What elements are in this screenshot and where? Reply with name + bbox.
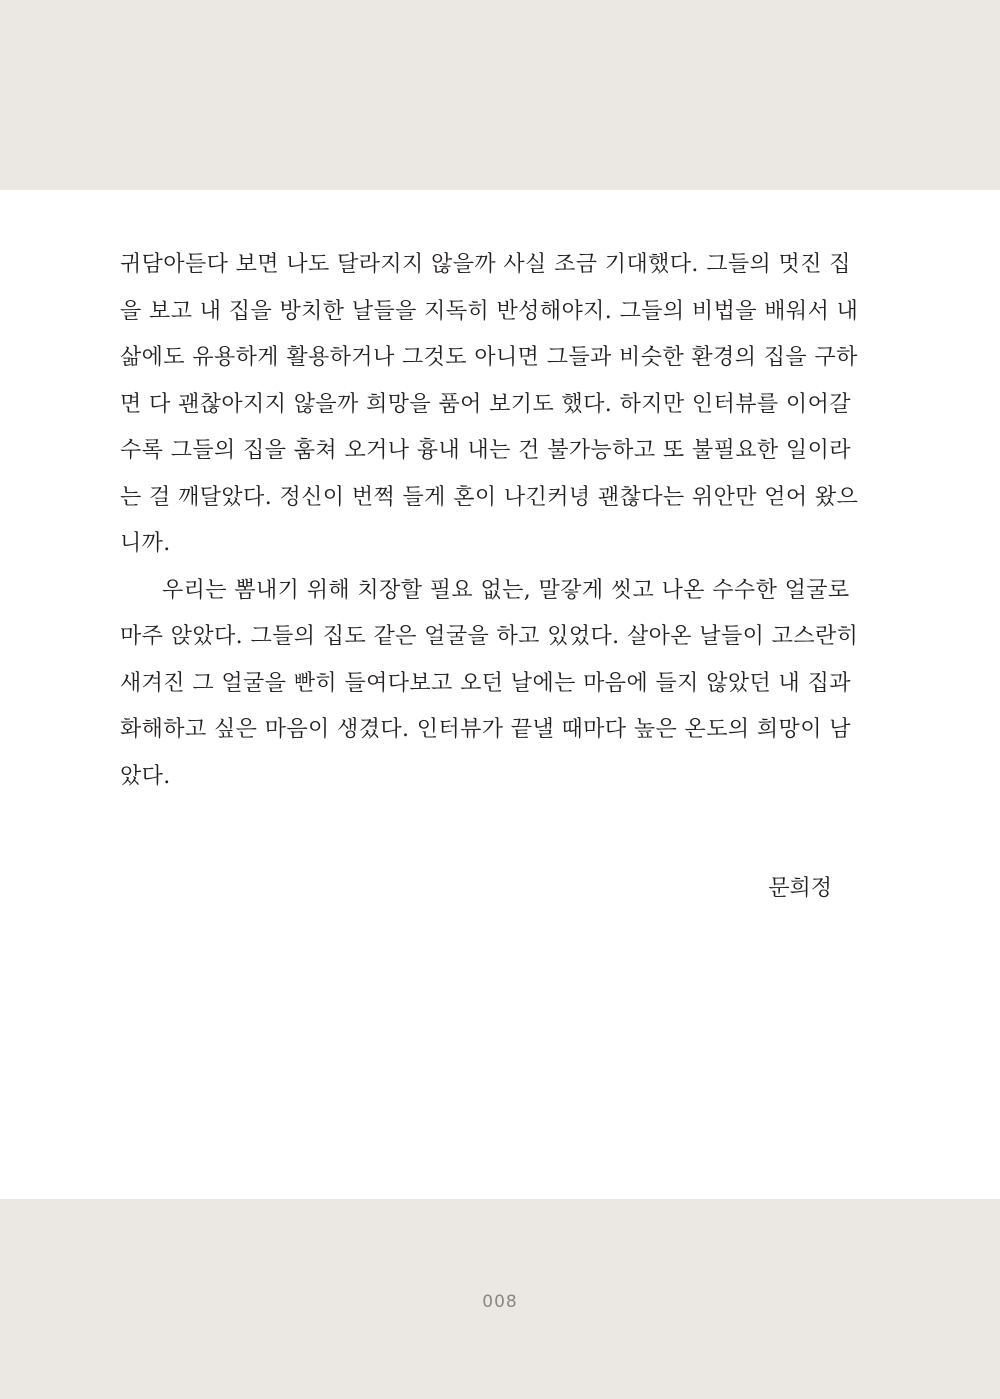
text-line: 는 걸 깨달았다. 정신이 번쩍 들게 혼이 나긴커녕 괜찮다는 위안만 얻어 왔으 <box>120 484 859 510</box>
text-line: 삶에도 유용하게 활용하거나 그것도 아니면 그들과 비슷한 환경의 집을 구하 <box>120 345 858 370</box>
body-text <box>120 242 859 800</box>
text-line: 마주 앉았다. 그들의 집도 같은 얼굴을 하고 있었다. 살아온 날들이 고스란히 <box>120 624 859 649</box>
text-line: 았다. <box>120 763 171 789</box>
book-page <box>0 190 1000 1199</box>
text-line: 귀담아듣다 보면 나도 달라지지 않을까 사실 조금 기대했다. 그들의 멋진 집 <box>120 252 851 277</box>
bottom-margin-band <box>0 1199 1000 1399</box>
text-line: 니까. <box>120 531 171 556</box>
text-line: 우리는 뽐내기 위해 치장할 필요 없는, 말갛게 씻고 나온 수수한 얼굴로 <box>162 577 850 603</box>
page-number: 008 <box>482 1292 518 1312</box>
text-line: 수록 그들의 집을 훔쳐 오거나 흉내 내는 건 불가능하고 또 불필요한 일이라 <box>120 438 851 463</box>
author-signature: 문희정 <box>768 876 832 901</box>
top-margin-band <box>0 0 1000 190</box>
text-line: 면 다 괜찮아지지 않을까 희망을 품어 보기도 했다. 하지만 인터뷰를 이어갈 <box>120 391 851 417</box>
text-line: 화해하고 싶은 마음이 생겼다. 인터뷰가 끝낼 때마다 높은 온도의 희망이 남 <box>120 717 851 742</box>
text-line: 새겨진 그 얼굴을 빤히 들여다보고 오던 날에는 마음에 들지 않았던 내 집과 <box>120 670 851 696</box>
text-line: 을 보고 내 집을 방치한 날들을 지독히 반성해야지. 그들의 비법을 배워서 내 <box>120 298 859 324</box>
